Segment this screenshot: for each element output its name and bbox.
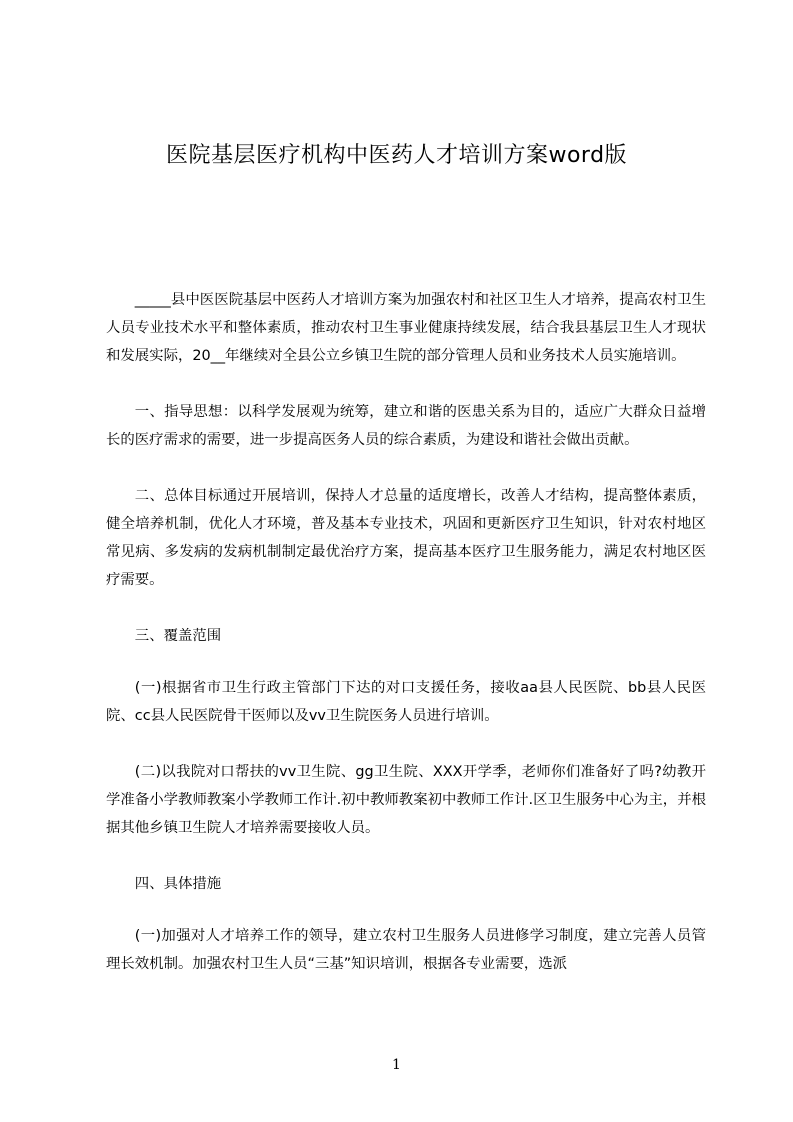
paragraph-guiding-ideology: 一、指导思想：以科学发展观为统筹，建立和谐的医患关系为目的，适应广大群众日益增长的医疗需求的需要，进一步提高医务人员的综合素质，为建设和谐社会做出贡献。 <box>106 404 706 448</box>
page-number: 1 <box>392 1057 401 1073</box>
document-body <box>106 286 706 1006</box>
document-title: 医院基层医疗机构中医药人才培训方案word版 <box>165 143 628 168</box>
section-heading-measures: 四、具体措施 <box>134 876 222 892</box>
paragraph-measures-1: (一)加强对人才培养工作的领导，建立农村卫生服务人员进修学习制度，建立完善人员管理长效机制。加强农村卫生人员“三基”知识培训，根据各专业需要，选派 <box>106 928 706 972</box>
paragraph-coverage-2: (二)以我院对口帮扶的vv卫生院、gg卫生院、XXX开学季，老师你们准备好了吗?幼教开学准备小学教师教案小学教师工作计.初中教师教案初中教师工作计.区卫生服务中心为主，并根据其他乡镇卫生院人才培养需要接收人员。 <box>106 764 706 836</box>
paragraph-intro: _____县中医医院基层中医药人才培训方案为加强农村和社区卫生人才培养，提高农村卫生人员专业技术水平和整体素质，推动农村卫生事业健康持续发展，结合我县基层卫生人才现状和发展实际，20__年继续对全县公立乡镇卫生院的部分管理人员和业务技术人员实施培训。 <box>106 292 706 364</box>
paragraph-coverage-1: (一)根据省市卫生行政主管部门下达的对口支援任务，接收aa县人民医院、bb县人民医院、cc县人民医院骨干医师以及vv卫生院医务人员进行培训。 <box>106 680 706 724</box>
section-heading-coverage: 三、覆盖范围 <box>134 628 222 644</box>
paragraph-overall-goal: 二、总体目标通过开展培训，保持人才总量的适度增长，改善人才结构，提高整体素质，健全培养机制，优化人才环境，普及基本专业技术，巩固和更新医疗卫生知识，针对农村地区常见病、多发病的发病机制制定最优治疗方案，提高基本医疗卫生服务能力，满足农村地区医疗需要。 <box>106 488 706 588</box>
